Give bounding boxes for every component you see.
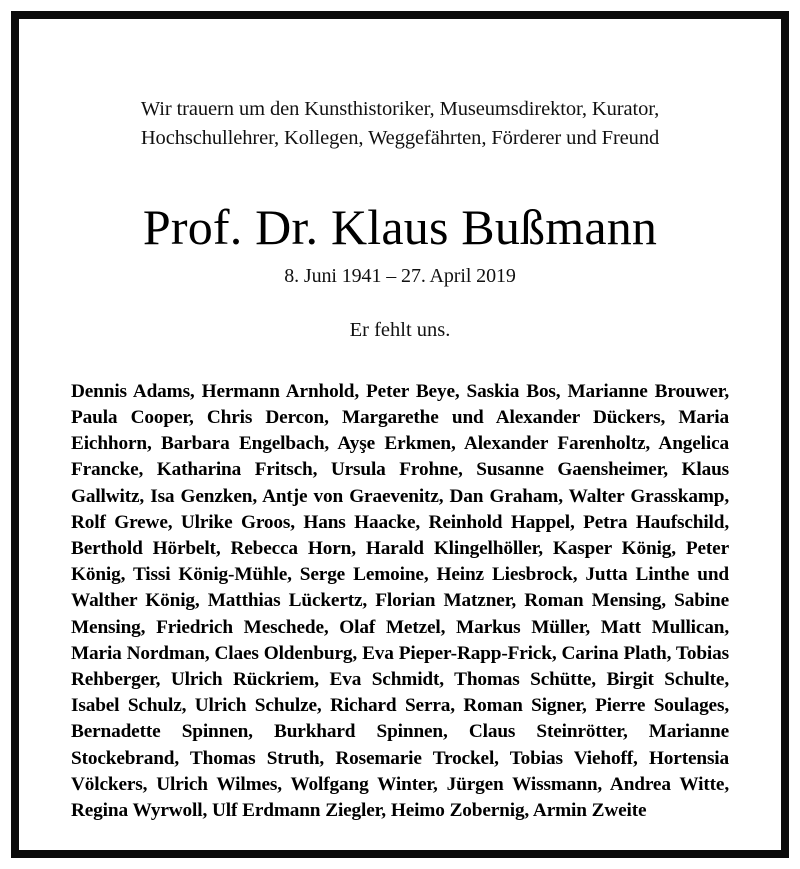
epitaph: Er fehlt uns. [349, 319, 451, 342]
deceased-name: Prof. Dr. Klaus Bußmann [142, 199, 658, 256]
mourning-border-frame [11, 11, 789, 858]
mourning-statement [71, 19, 729, 153]
mourning-statement-line-2: Hochschullehrer, Kollegen, Weggefährten, Förderer und Freund [140, 127, 660, 150]
deceased-life-dates: 8. Juni 1941 – 27. April 2019 [284, 265, 516, 288]
mourning-statement-line-1: Wir trauern um den Kunsthistoriker, Museumsdirektor, Kurator, [140, 98, 660, 120]
signatories-list: Dennis Adams, Hermann Arnhold, Peter Beye, Saskia Bos, Marianne Brouwer, Paula Cooper, Chris Dercon, Margarethe und Alexander Dückers, Maria Eichhorn, Barbara Engelbach, Ayşe Erkmen, Alexander Farenholtz, Angelica Francke, Katharina Fritsch, Ursula Frohne, Susanne Gaensheimer, Klaus Gallwitz, Isa Genzken, Antje von Graevenitz, Dan Graham, Walter Grasskamp, Rolf Grewe, Ulrike Groos, Hans Haacke, Reinhold Happel, Petra Haufschild, Berthold Hörbelt, Rebecca Horn, Harald Klingelhöller, Kasper König, Peter König, Tissi König-Mühle, Serge Lemoine, Heinz Liesbrock, Jutta Linthe und Walther König, Matthias Lückertz, Florian Matzner, Roman Mensing, Sabine Mensing, Friedrich Meschede, Olaf Metzel, Markus Müller, Matt Mullican, Maria Nordman, Claes Oldenburg, Eva Pieper-Rapp-Frick, Carina Plath, Tobias Rehberger, Ulrich Rückriem, Eva Schmidt, Thomas Schütte, Birgit Schulte, Isabel Schulz, Ulrich Schulze, Richard Serra, Roman Signer, Pierre Soulages, Bernadette Spinnen, Burkhard Spinnen, Claus Steinrötter, Marianne Stockebrand, Thomas Struth, Rosemarie Trockel, Tobias Viehoff, Hortensia Völckers, Ulrich Wilmes, Wolfgang Winter, Jürgen Wissmann, Andrea Witte, Regina Wyrwoll, Ulf Erdmann Ziegler, Heimo Zobernig, Armin Zweite [71, 380, 729, 822]
notice-content [19, 19, 781, 850]
